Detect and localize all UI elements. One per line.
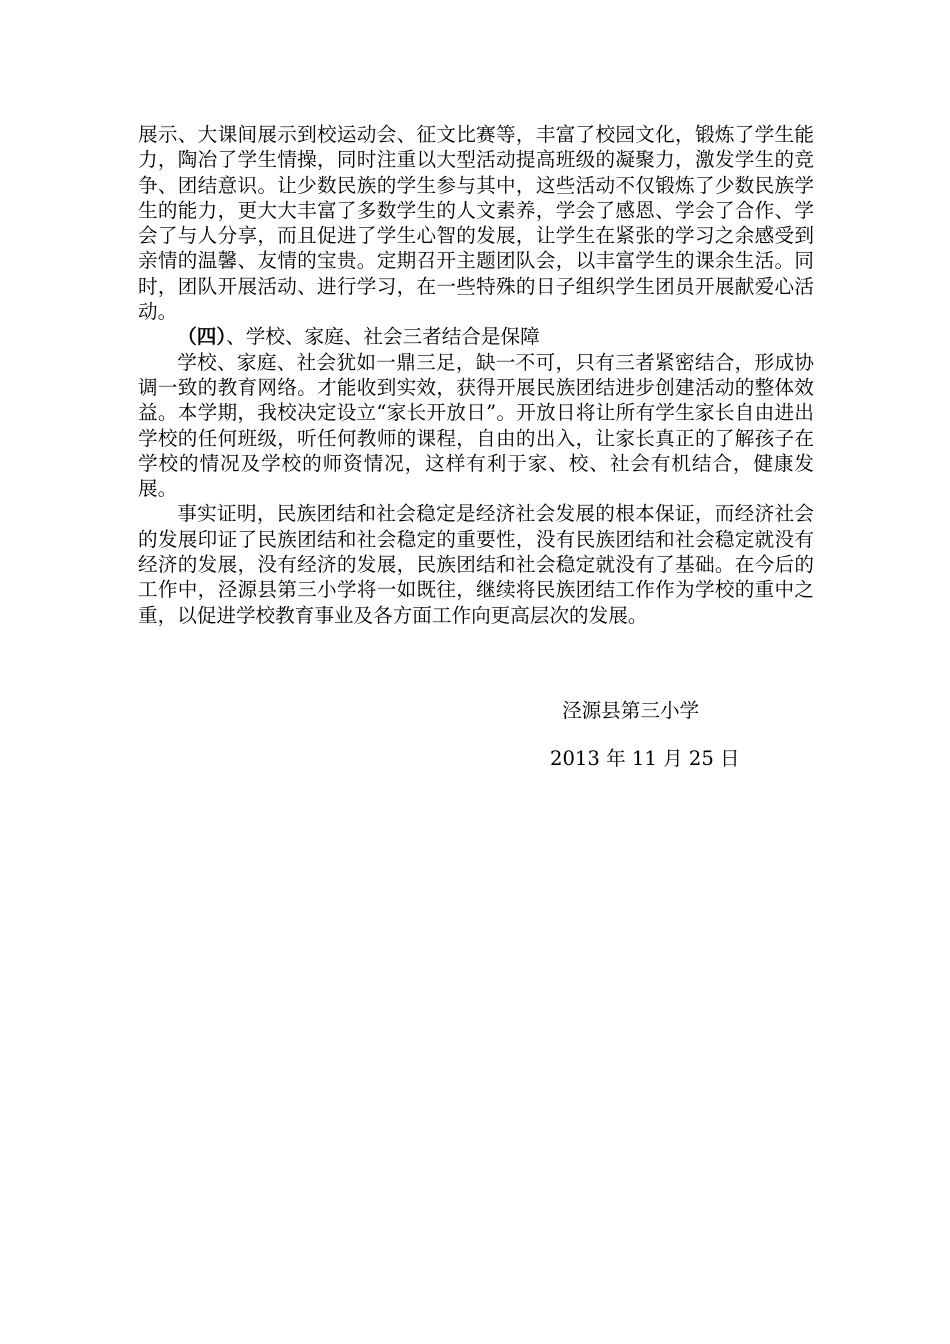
section-paragraph: 学校、家庭、社会犹如一鼎三足，缺一不可，只有三者紧密结合，形成协调一致的教育网络。才能收到实效，获得开展民族团结进步创建活动的整体效益。本学期，我校决定设立“家长开放日”。开放日将让所有学生家长自由进出学校的任何班级，听任何教师的课程，自由的出入，让家长真正的了解孩子在学校的情况及学校的师资情况，这样有利于家、校、社会有机结合，健康发展。 — [138, 350, 814, 501]
section-heading-text: 、学校、家庭、社会三者结合是保障 — [226, 325, 540, 349]
continuation-paragraph: 展示、大课间展示到校运动会、征文比赛等，丰富了校园文化，锻炼了学生能力，陶冶了学生情操，同时注重以大型活动提高班级的凝聚力，激发学生的竞争、团结意识。让少数民族的学生参与其中，这些活动不仅锻炼了少数民族学生的能力，更大大丰富了多数学生的人文素养，学会了感恩、学会了合作、学会了与人分享，而且促进了学生心智的发展，让学生在紧张的学习之余感受到亲情的温馨、友情的宝贵。定期召开主题团队会，以丰富学生的课余生活。同时，团队开展活动、进行学习，在一些特殊的日子组织学生团员开展献爱心活动。 — [138, 123, 814, 324]
section-heading — [138, 324, 814, 349]
conclusion-paragraph: 事实证明，民族团结和社会稳定是经济社会发展的根本保证，而经济社会的发展印证了民族团结和社会稳定的重要性，没有民族团结和社会稳定就没有经济的发展，没有经济的发展，民族团结和社会稳定就没有了基础。在今后的工作中，泾源县第三小学将一如既往，继续将民族团结工作作为学校的重中之重，以促进学校教育事业及各方面工作向更高层次的发展。 — [138, 502, 814, 627]
signature-school-name: 泾源县第三小学 — [562, 699, 700, 722]
document-body — [138, 122, 814, 628]
section-heading-number: （四） — [177, 325, 227, 349]
signature-date: 2013 年 11 月 25 日 — [550, 747, 740, 770]
